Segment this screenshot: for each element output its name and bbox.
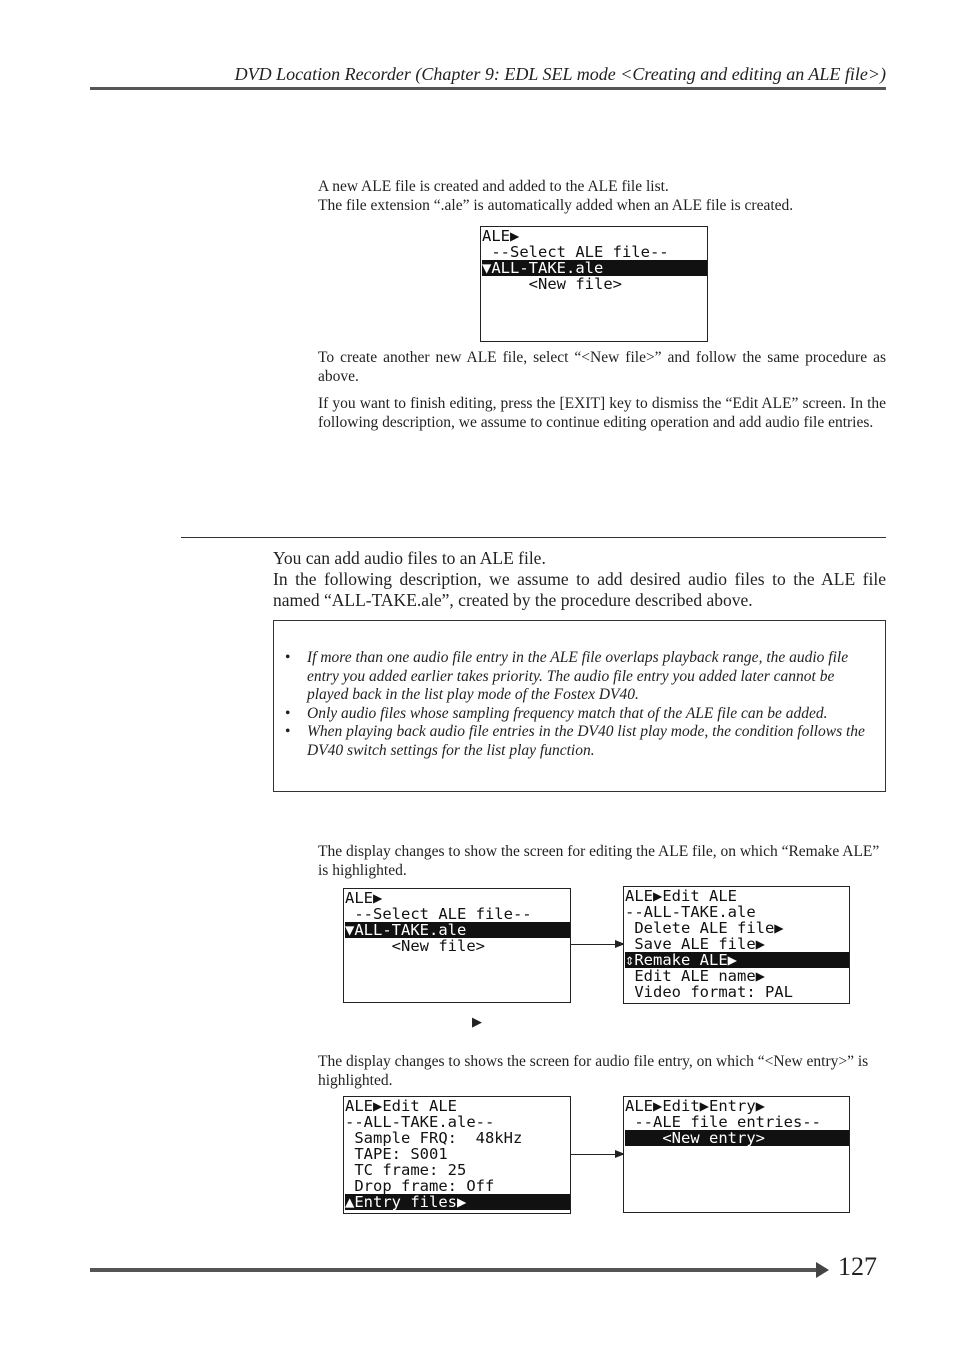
- note-text: Only audio files whose sampling frequency match that of the ALE file can be added.: [307, 704, 828, 722]
- page-number: 127: [838, 1252, 877, 1281]
- lcd-line: ALE▶: [345, 890, 383, 906]
- lcd-line-highlighted: ▼ALL-TAKE.ale: [345, 922, 570, 938]
- lcd-line: <New file>: [482, 276, 622, 292]
- lcd-line: Drop frame: Off: [345, 1178, 495, 1194]
- lcd-line: Save ALE file▶: [625, 936, 765, 952]
- header-rule: [90, 87, 886, 90]
- lcd-line: ALE▶Edit ALE: [625, 888, 737, 904]
- lcd-edit-ale-info: [343, 1096, 571, 1214]
- intro-line-1: A new ALE file is created and added to the ALE file list.: [318, 178, 669, 195]
- section-line-1: You can add audio files to an ALE file.: [273, 548, 546, 568]
- running-header: DVD Location Recorder (Chapter 9: EDL SEL mode <Creating and editing an ALE file>): [234, 64, 886, 84]
- note-item: [285, 705, 875, 724]
- lcd-line: TC frame: 25: [345, 1162, 467, 1178]
- lcd-line: Delete ALE file▶: [625, 920, 784, 936]
- lcd-line: --Select ALE file--: [345, 906, 532, 922]
- lcd-line: ALE▶Edit ALE: [345, 1098, 457, 1114]
- lcd-select-ale-file-2: [343, 888, 571, 1003]
- footer-arrow-icon: [816, 1262, 829, 1278]
- lcd-line: --ALL-TAKE.ale: [625, 904, 756, 920]
- paragraph-new-file: To create another new ALE file, select “<New file>” and follow the same procedure as above.: [318, 349, 886, 385]
- lcd-line: --Select ALE file--: [482, 244, 669, 260]
- lcd-line-highlighted: ⇕Remake ALE▶: [625, 952, 849, 968]
- note-item: [285, 723, 875, 760]
- lcd-line-highlighted: <New entry>: [625, 1130, 849, 1146]
- arrow-right-icon: [571, 944, 623, 945]
- lcd-line: --ALE file entries--: [625, 1114, 821, 1130]
- paragraph-exit: If you want to finish editing, press the [EXIT] key to dismiss the “Edit ALE” screen. In the following description, we assume to continue editing operation and add audio file entries.: [318, 395, 886, 431]
- bullet: •: [285, 649, 291, 666]
- lcd-edit-ale: [623, 886, 850, 1004]
- note-box: [273, 620, 886, 792]
- lcd-select-ale-file: [480, 226, 708, 342]
- lcd-line-highlighted: ▼ALL-TAKE.ale: [482, 260, 707, 276]
- lcd-line: --ALL-TAKE.ale--: [345, 1114, 495, 1130]
- lcd-line: TAPE: S001: [345, 1146, 448, 1162]
- footer-bar: [90, 1268, 818, 1272]
- bullet: •: [285, 704, 291, 722]
- lcd-line: <New file>: [345, 938, 485, 954]
- note-text: If more than one audio file entry in the ALE file overlaps playback range, the audio file entry you added earlier takes priority. The audio file entry you added later cannot be played back in the list play mode of the Fostex DV40.: [307, 649, 849, 703]
- note-text: When playing back audio file entries in the DV40 list play mode, the condition follows the DV40 switch settings for the list play function.: [307, 723, 865, 759]
- lcd-line-highlighted: ▲Entry files▶: [345, 1194, 570, 1210]
- section-rule: [181, 537, 886, 538]
- lcd-line: ALE▶: [482, 228, 520, 244]
- play-marker-icon: ▶: [472, 1015, 482, 1030]
- note-item: [285, 649, 875, 705]
- step-text-entry: The display changes to shows the screen for audio file entry, on which “<New entry>” is highlighted.: [318, 1053, 869, 1089]
- lcd-entry: [623, 1096, 850, 1213]
- section-line-2: In the following description, we assume to add desired audio files to the ALE file named “ALL-TAKE.ale”, created by the procedure described above.: [273, 569, 886, 610]
- arrow-right-icon: [571, 1154, 623, 1155]
- lcd-line: Sample FRQ: 48kHz: [345, 1130, 523, 1146]
- intro-line-2: The file extension “.ale” is automatically added when an ALE file is created.: [318, 197, 794, 214]
- lcd-line: Video format: PAL: [625, 984, 793, 1000]
- lcd-line: Edit ALE name▶: [625, 968, 765, 984]
- step-text-edit-ale: The display changes to show the screen for editing the ALE file, on which “Remake ALE” is highlighted.: [318, 843, 880, 879]
- lcd-line: ALE▶Edit▶Entry▶: [625, 1098, 765, 1114]
- bullet: •: [285, 723, 291, 740]
